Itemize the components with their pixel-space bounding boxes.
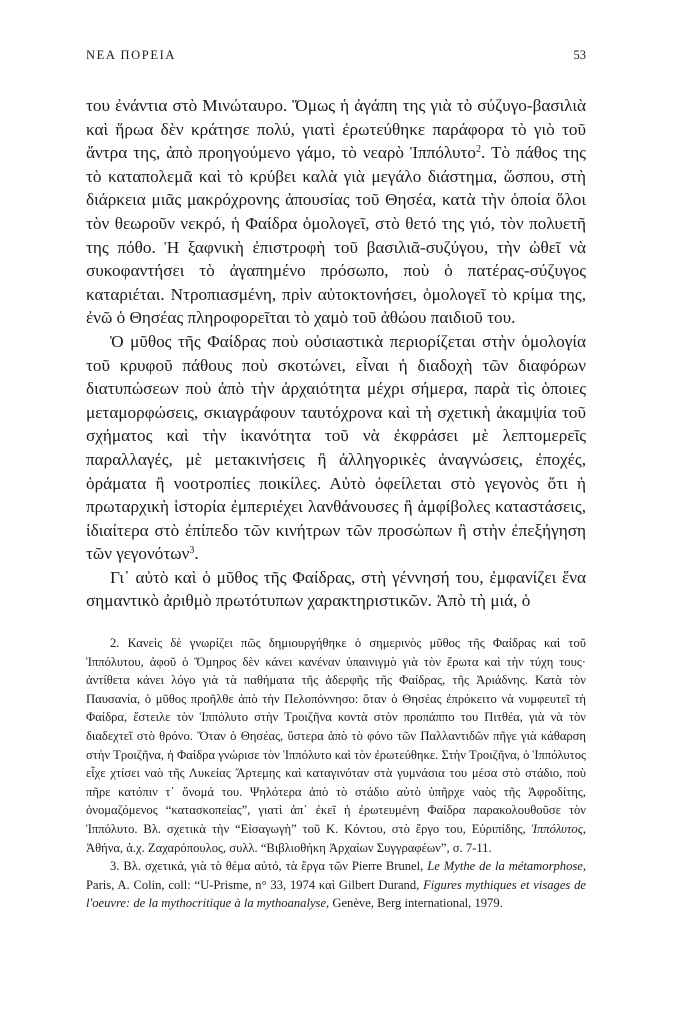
footnote-italic-title: Ἱππόλυτος	[531, 821, 583, 836]
footnotes	[86, 634, 586, 913]
page-header	[86, 48, 586, 68]
footnote-text: , Ἀθήνα, ἀ.χ. Ζαχαρόπουλος, συλλ. “Βιβλιοθήκη Ἀρχαίων Συγγραφέων”, σ. 7-11.	[86, 821, 586, 855]
paragraph-text: . Τὸ πάθος της τὸ καταπολεμᾶ καὶ τὸ κρύβει καλὰ γιὰ μεγάλο διάστημα, ὥσπου, στὴ διάρκεια μιᾶς μακρόχρονης ἀπουσίας τοῦ Θησέα, κατὰ τὴν ὁποία ὅλοι τὸν θεωροῦν νεκρό, ἡ Φαίδρα ὁμολογεῖ, στὸ θετό της γιό, τὸν πολυετῆ της πόθο. Ἡ ξαφνικὴ ἐπιστροφὴ τοῦ βασιλιᾶ-συζύγου, τὴν ὠθεῖ νὰ συκοφαντήσει τὸ ἀγαπημένο πρόσωπο, ποὺ ὁ πατέρας-σύζυγος καταριέται. Ντροπιασμένη, πρὶν αὐτοκτονήσει, ὁμολογεῖ τὸ κρίμα της, ἐνῶ ὁ Θησέας πληροφορεῖται τὸ χαμὸ τοῦ ἀθώου παιδιοῦ του.	[86, 143, 586, 328]
paragraph-text: Ὁ μῦθος τῆς Φαίδρας ποὺ οὐσιαστικὰ περιορίζεται στὴν ὁμολογία τοῦ κρυφοῦ πάθους ποὺ σκοτώνει, εἶναι ἡ διαδοχὴ τῶν διαφόρων διατυπώσεων ποὺ ἀπὸ τὴν ἀρχαιότητα μέχρι σήμερα, παρὰ τὶς ὁποιες μεταμορφώσεις, σκιαγράφουν ταυτόχρονα καὶ τὴ σχετικὴ ἀκαμψία τοῦ σχήματος καὶ τὴν ἱκανότητα τοῦ νὰ ἐκφράσει μὲ λεπτομερεῖς παραλλαγές, μὲ μετακινήσεις ἢ ἀλληγορικὲς ἀναγνώσεις, ἐποχές, ὁράματα ἢ νοοτροπίες ποικίλες. Αὐτὸ ὀφείλεται στὸ γεγονὸς ὅτι ἡ πρωταρχικὴ ἱστορία ἐμπεριέχει λανθάνουσες ἢ ἀμφίβολες καταστάσεις, ἰδιαίτερα στὸ ἐπίπεδο τῶν κινήτρων τῶν προσώπων ἢ στὴν ἐπεξήγηση τῶν γεγονότων	[86, 331, 586, 564]
footnote-3	[86, 857, 586, 913]
footnote-italic-title: Le Mythe de la métamorphose,	[427, 859, 587, 874]
paragraph-3	[86, 566, 586, 613]
paragraph-text: .	[194, 544, 199, 564]
paragraph-1	[86, 94, 586, 330]
paragraph-text: Γι᾽ αὐτὸ καὶ ὁ μῦθος τῆς Φαίδρας, στὴ γέννησή του, ἐμφανίζει ἕνα σημαντικὸ ἀριθμὸ πρωτότυπων χαρακτηριστικῶν. Ἀπὸ τὴ μιά, ὁ	[86, 567, 586, 611]
footnote-text: 3. Βλ. σχετικά, γιὰ τὸ θέμα αὐτό, τὰ ἔργα τῶν Pierre Brunel,	[110, 859, 428, 874]
footnote-text: Paris, A. Colin, coll: “U-Prisme, n° 33, 1974 καὶ Gilbert Durand,	[86, 877, 424, 892]
footnote-italic-title: Figures mythiques et visages de l'oeuvre: de la mythocritique à la mythoanalyse,	[86, 877, 586, 911]
footnote-text: Genève, Berg international, 1979.	[329, 896, 503, 911]
footnote-ref-2: 2	[476, 144, 482, 156]
paragraph-2	[86, 330, 586, 566]
footnote-text: 2. Κανεὶς δὲ γνωρίζει πῶς δημιουργήθηκε ὁ σημερινὸς μῦθος τῆς Φαίδρας καὶ τοῦ Ἱππόλυτου, ἀφοῦ ὁ Ὅμηρος δὲν κάνει κανέναν ὑπαινιγμὸ γιὰ τὸν ἔρωτα καὶ τὴν τύχη τους· ἀντίθετα κάνει λόγο γιὰ τὰ παθήματα τῆς ἀδερφῆς τῆς Φαίδρας, τῆς Ἀριάδνης. Κατὰ τὸν Παυσανία, ὁ μῦθος προῆλθε ἀπὸ τὴν Πελοπόννησο: ὅταν ὁ Θησέας ἐπρόκειτο νὰ νυμφευτεῖ τὴ Φαίδρα, ἔστειλε τὸν Ἱππόλυτο στὴν Τροιζῆνα κοντὰ στὸν προπάππο του Πιτθέα, γιὰ νὰ τὸν διαδεχτεῖ στὸ θρόνο. Ὅταν ὁ Θησέας, ὕστερα ἀπὸ τὸ φόνο τῶν Παλλαντιδῶν πῆγε γιὰ κάθαρση στὴν Τροιζῆνα, ἡ Φαίδρα γνώρισε τὸν Ἱππόλυτο καὶ τὸν ἐρωτεύθηκε. Στὴν Τροιζῆνα, ὁ Ἱππόλυτος εἶχε χτίσει ναὸ τῆς Λυκείας Ἄρτεμης καὶ καταγινόταν στὰ γυμνάσια του μέσα στὸ στάδιο, ποὺ πῆρε κατόπιν τ᾽ ὄνομά του. Ψηλότερα ἀπὸ τὸ στάδιο αὐτὸ ὑπῆρχε ναὸς τῆς Ἀφροδίτης, ὀνομαζόμενος “κατασκοπείας”, γιατὶ ἀπ᾽ ἐκεῖ ἡ ἐρωτευμένη Φαίδρα παρακολουθοῦσε τὸν Ἱππόλυτο. Βλ. σχετικὰ τὴν “Εἰσαγωγὴ” τοῦ Κ. Κόντου, στὸ ἔργο του, Εὐριπίδης,	[86, 636, 586, 836]
body-text	[86, 94, 586, 613]
running-title: ΝΕΑ ΠΟΡΕΙΑ	[86, 48, 176, 62]
footnote-ref-3: 3	[189, 545, 195, 557]
paragraph-text: του ἐνάντια στὸ Μινώταυρο. Ὅμως ἡ ἀγάπη της γιὰ τὸ σύζυγο-βασιλιὰ καὶ ἥρωα δὲν κράτησε πολύ, γιατὶ ἐρωτεύθηκε παράφορα τὸ γιὸ τοῦ ἄντρα της, ἀπὸ προηγούμενο γάμο, τὸ νεαρὸ Ἱππόλυτο	[86, 96, 586, 163]
page-number: 53	[573, 48, 586, 62]
footnote-2	[86, 634, 586, 857]
